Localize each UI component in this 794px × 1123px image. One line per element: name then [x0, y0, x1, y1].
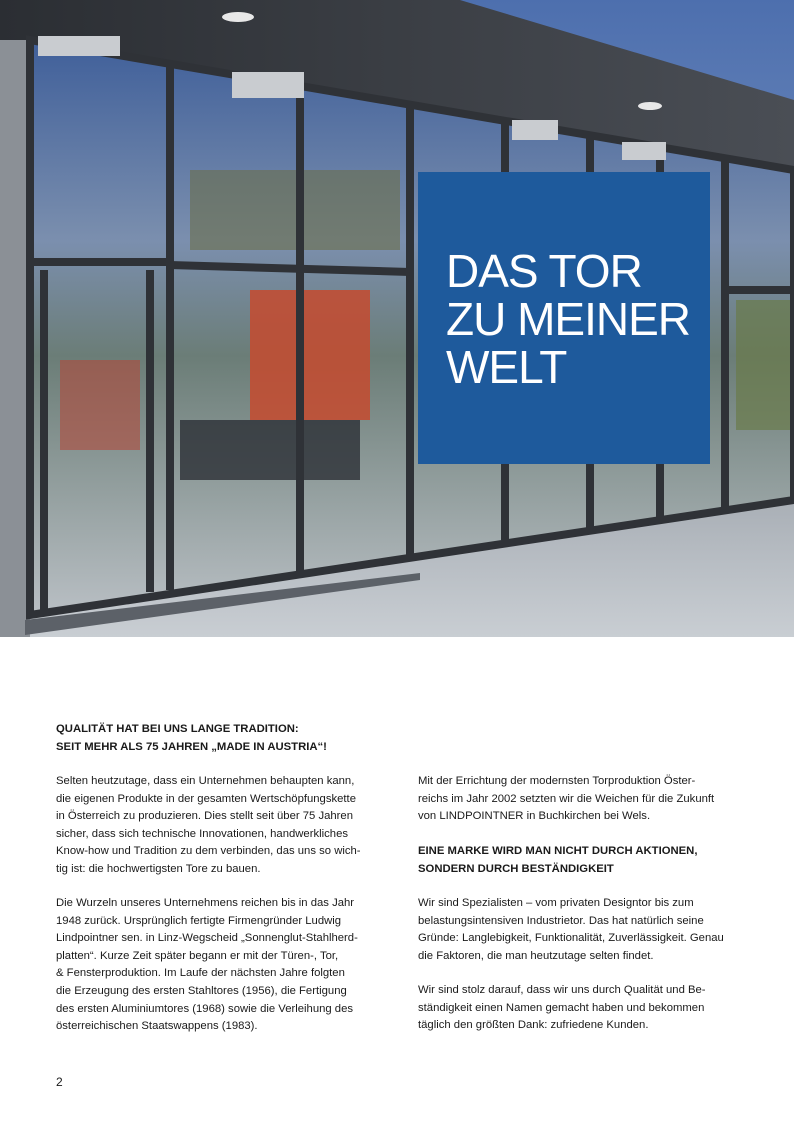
text-line: Know-how und Tradition zu dem verbinden, das uns so wich-	[56, 845, 361, 858]
right-heading	[418, 843, 697, 878]
right-paragraph-1	[418, 773, 714, 826]
text-line: Mit der Errichtung der modernsten Torproduktion Öster-	[418, 775, 696, 787]
right-paragraph-3	[418, 982, 706, 1035]
text-line: Wir sind stolz darauf, dass wir uns durch Qualität und Be-	[418, 984, 706, 996]
text-line: ständigkeit einen Namen gemacht haben und bekommen	[418, 1001, 705, 1014]
hero-title-line-2: ZU MEINER	[446, 293, 690, 345]
left-paragraph-2	[56, 895, 358, 1036]
text-line: von LINDPOINTNER in Buchkirchen bei Wels.	[418, 810, 651, 823]
text-line: sicher, dass sich technische Innovationen, handwerkliches	[56, 827, 349, 840]
left-heading-line: QUALITÄT HAT BEI UNS LANGE TRADITION:	[56, 723, 299, 735]
right-heading-line: SONDERN DURCH BESTÄNDIGKEIT	[418, 862, 614, 875]
text-line: die Erzeugung des ersten Stahltores (1956), die Fertigung	[56, 984, 347, 997]
text-line: in Österreich zu produzieren. Dies stellt seit über 75 Jahren	[56, 810, 354, 823]
text-line: Lindpointner sen. in Linz-Wegscheid „Sonnenglut-Stahlherd-	[56, 932, 358, 945]
text-line: die eigenen Produkte in der gesamten Wertschöpfungskette	[56, 792, 356, 805]
text-line: Gründe: Langlebigkeit, Funktionalität, Zuverlässigkeit. Genau	[418, 932, 724, 945]
text-line: reichs im Jahr 2002 setzten wir die Weichen für die Zukunft	[418, 792, 715, 805]
left-heading-line: SEIT MEHR ALS 75 JAHREN „MADE IN AUSTRIA“!	[56, 740, 327, 753]
text-line: Wir sind Spezialisten – vom privaten Designtor bis zum	[418, 897, 694, 909]
title-box	[418, 172, 710, 464]
text-line: des ersten Aluminiumtores (1968) sowie die Verleihung des	[56, 1002, 354, 1015]
left-heading	[56, 721, 327, 756]
text-line: platten“. Kurze Zeit später begann er mit der Türen-, Tor,	[56, 949, 339, 962]
text-line: täglich den größten Dank: zufriedene Kunden.	[418, 1019, 649, 1032]
text-line: belastungsintensiven Industrietor. Das hat natürlich seine	[418, 914, 704, 927]
text-line: tig ist: die hochwertigsten Tore zu bauen.	[56, 862, 261, 875]
right-heading-line: EINE MARKE WIRD MAN NICHT DURCH AKTIONEN,	[418, 845, 698, 857]
right-paragraph-2	[418, 895, 724, 965]
text-line: & Fensterproduktion. Im Laufe der nächsten Jahre folgten	[56, 967, 345, 980]
text-line: 1948 zurück. Ursprünglich fertigte Firmengründer Ludwig	[56, 914, 342, 927]
hero-title-line-1: DAS TOR	[446, 245, 642, 297]
page-number: 2	[56, 1075, 63, 1089]
hero-title-line-3: WELT	[446, 341, 567, 393]
text-line: österreichischen Staatswappens (1983).	[56, 1020, 258, 1033]
text-line: die Faktoren, die man heutzutage selten findet.	[418, 949, 654, 962]
text-line: Die Wurzeln unseres Unternehmens reichen bis in das Jahr	[56, 897, 355, 909]
text-line: Selten heutzutage, dass ein Unternehmen behaupten kann,	[56, 775, 355, 787]
left-paragraph-1	[56, 773, 361, 879]
